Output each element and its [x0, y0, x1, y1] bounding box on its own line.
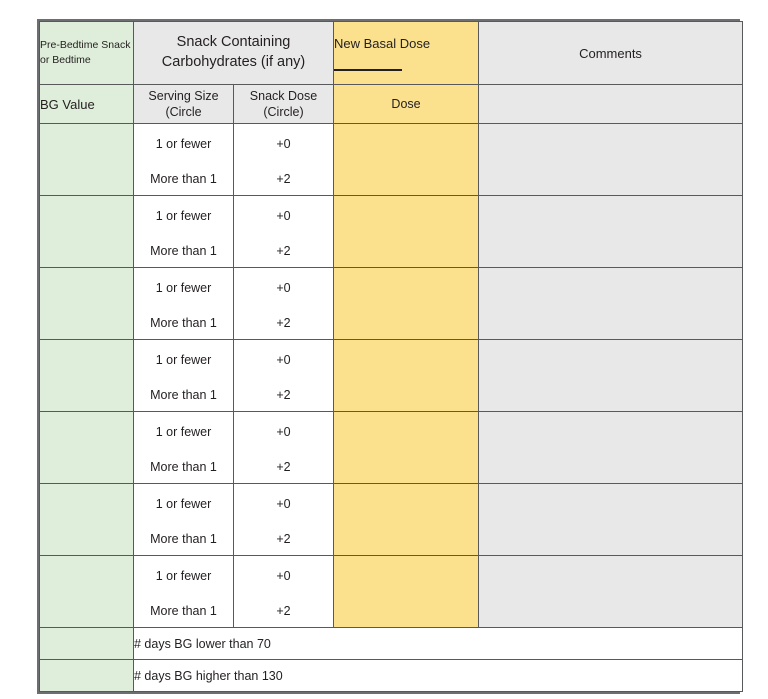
snack-dose-option[interactable]: +0 — [276, 280, 291, 295]
snack-dose-cell[interactable] — [234, 196, 334, 268]
new-basal-dose-write-in-line[interactable] — [334, 69, 402, 71]
snack-dose-option[interactable]: +0 — [276, 568, 291, 583]
snack-dose-option[interactable]: +2 — [276, 316, 291, 330]
header-serving-size: Serving Size (Circle — [134, 85, 234, 124]
table-row — [40, 124, 743, 196]
snack-dose-cell[interactable] — [234, 268, 334, 340]
header-row-subgroup — [40, 85, 743, 124]
summary-bg-value-cell[interactable] — [40, 660, 134, 692]
header-dose: Dose — [334, 85, 479, 124]
header-comments-sub — [479, 85, 743, 124]
log-table — [39, 21, 743, 692]
header-pre-bedtime-snack-or-bedtime: Pre-Bedtime Snack or Bedtime — [40, 22, 134, 85]
serving-size-option[interactable]: More than 1 — [150, 244, 217, 258]
summary-row — [40, 660, 743, 692]
serving-size-option[interactable]: 1 or fewer — [155, 208, 212, 223]
summary-label-days-bg-higher-than-130: # days BG higher than 130 — [134, 660, 743, 692]
snack-dose-option[interactable]: +0 — [276, 424, 291, 439]
summary-label-days-bg-lower-than-70: # days BG lower than 70 — [134, 628, 743, 660]
comments-cell[interactable] — [479, 556, 743, 628]
serving-size-option[interactable]: More than 1 — [150, 316, 217, 330]
header-snack-containing-carbohydrates: Snack Containing Carbohydrates (if any) — [134, 22, 334, 85]
comments-cell[interactable] — [479, 340, 743, 412]
snack-dose-option[interactable]: +2 — [276, 604, 291, 618]
comments-cell[interactable] — [479, 484, 743, 556]
snack-dose-option[interactable]: +0 — [276, 352, 291, 367]
header-snack-dose: Snack Dose (Circle) — [234, 85, 334, 124]
snack-dose-option[interactable]: +2 — [276, 388, 291, 402]
snack-dose-cell[interactable] — [234, 412, 334, 484]
dose-cell[interactable] — [334, 484, 479, 556]
serving-size-option[interactable]: More than 1 — [150, 172, 217, 186]
serving-size-option[interactable]: 1 or fewer — [155, 352, 212, 367]
snack-dose-option[interactable]: +2 — [276, 172, 291, 186]
header-new-basal-dose — [334, 22, 479, 85]
serving-size-cell[interactable] — [134, 484, 234, 556]
table-row — [40, 196, 743, 268]
comments-cell[interactable] — [479, 124, 743, 196]
snack-dose-cell[interactable] — [234, 484, 334, 556]
summary-row — [40, 628, 743, 660]
bg-value-cell[interactable] — [40, 340, 134, 412]
table-row — [40, 556, 743, 628]
bedtime-snack-log-table — [37, 19, 740, 694]
table-row — [40, 268, 743, 340]
comments-cell[interactable] — [479, 268, 743, 340]
serving-size-cell[interactable] — [134, 124, 234, 196]
bg-value-cell[interactable] — [40, 124, 134, 196]
header-new-basal-dose-label: New Basal Dose — [334, 35, 431, 51]
snack-dose-cell[interactable] — [234, 340, 334, 412]
dose-cell[interactable] — [334, 124, 479, 196]
bg-value-cell[interactable] — [40, 412, 134, 484]
bg-value-cell[interactable] — [40, 268, 134, 340]
header-row-group — [40, 22, 743, 85]
serving-size-cell[interactable] — [134, 268, 234, 340]
serving-size-option[interactable]: 1 or fewer — [155, 496, 212, 511]
serving-size-cell[interactable] — [134, 196, 234, 268]
serving-size-option[interactable]: More than 1 — [150, 460, 217, 474]
snack-dose-option[interactable]: +0 — [276, 496, 291, 511]
dose-cell[interactable] — [334, 268, 479, 340]
bg-value-cell[interactable] — [40, 484, 134, 556]
dose-cell[interactable] — [334, 196, 479, 268]
snack-dose-option[interactable]: +0 — [276, 208, 291, 223]
table-row — [40, 484, 743, 556]
snack-dose-cell[interactable] — [234, 124, 334, 196]
comments-cell[interactable] — [479, 196, 743, 268]
serving-size-option[interactable]: 1 or fewer — [155, 136, 212, 151]
bg-value-cell[interactable] — [40, 196, 134, 268]
summary-bg-value-cell[interactable] — [40, 628, 134, 660]
dose-cell[interactable] — [334, 412, 479, 484]
serving-size-cell[interactable] — [134, 340, 234, 412]
serving-size-option[interactable]: 1 or fewer — [155, 424, 212, 439]
header-bg-value: BG Value — [40, 85, 134, 124]
snack-dose-option[interactable]: +2 — [276, 244, 291, 258]
bg-value-cell[interactable] — [40, 556, 134, 628]
serving-size-cell[interactable] — [134, 412, 234, 484]
comments-cell[interactable] — [479, 412, 743, 484]
serving-size-option[interactable]: More than 1 — [150, 532, 217, 546]
dose-cell[interactable] — [334, 340, 479, 412]
serving-size-option[interactable]: More than 1 — [150, 604, 217, 618]
snack-dose-cell[interactable] — [234, 556, 334, 628]
snack-dose-option[interactable]: +0 — [276, 136, 291, 151]
dose-cell[interactable] — [334, 556, 479, 628]
serving-size-option[interactable]: 1 or fewer — [155, 280, 212, 295]
serving-size-option[interactable]: 1 or fewer — [155, 568, 212, 583]
serving-size-cell[interactable] — [134, 556, 234, 628]
table-row — [40, 412, 743, 484]
header-comments: Comments — [479, 22, 743, 85]
serving-size-option[interactable]: More than 1 — [150, 388, 217, 402]
table-row — [40, 340, 743, 412]
snack-dose-option[interactable]: +2 — [276, 532, 291, 546]
snack-dose-option[interactable]: +2 — [276, 460, 291, 474]
